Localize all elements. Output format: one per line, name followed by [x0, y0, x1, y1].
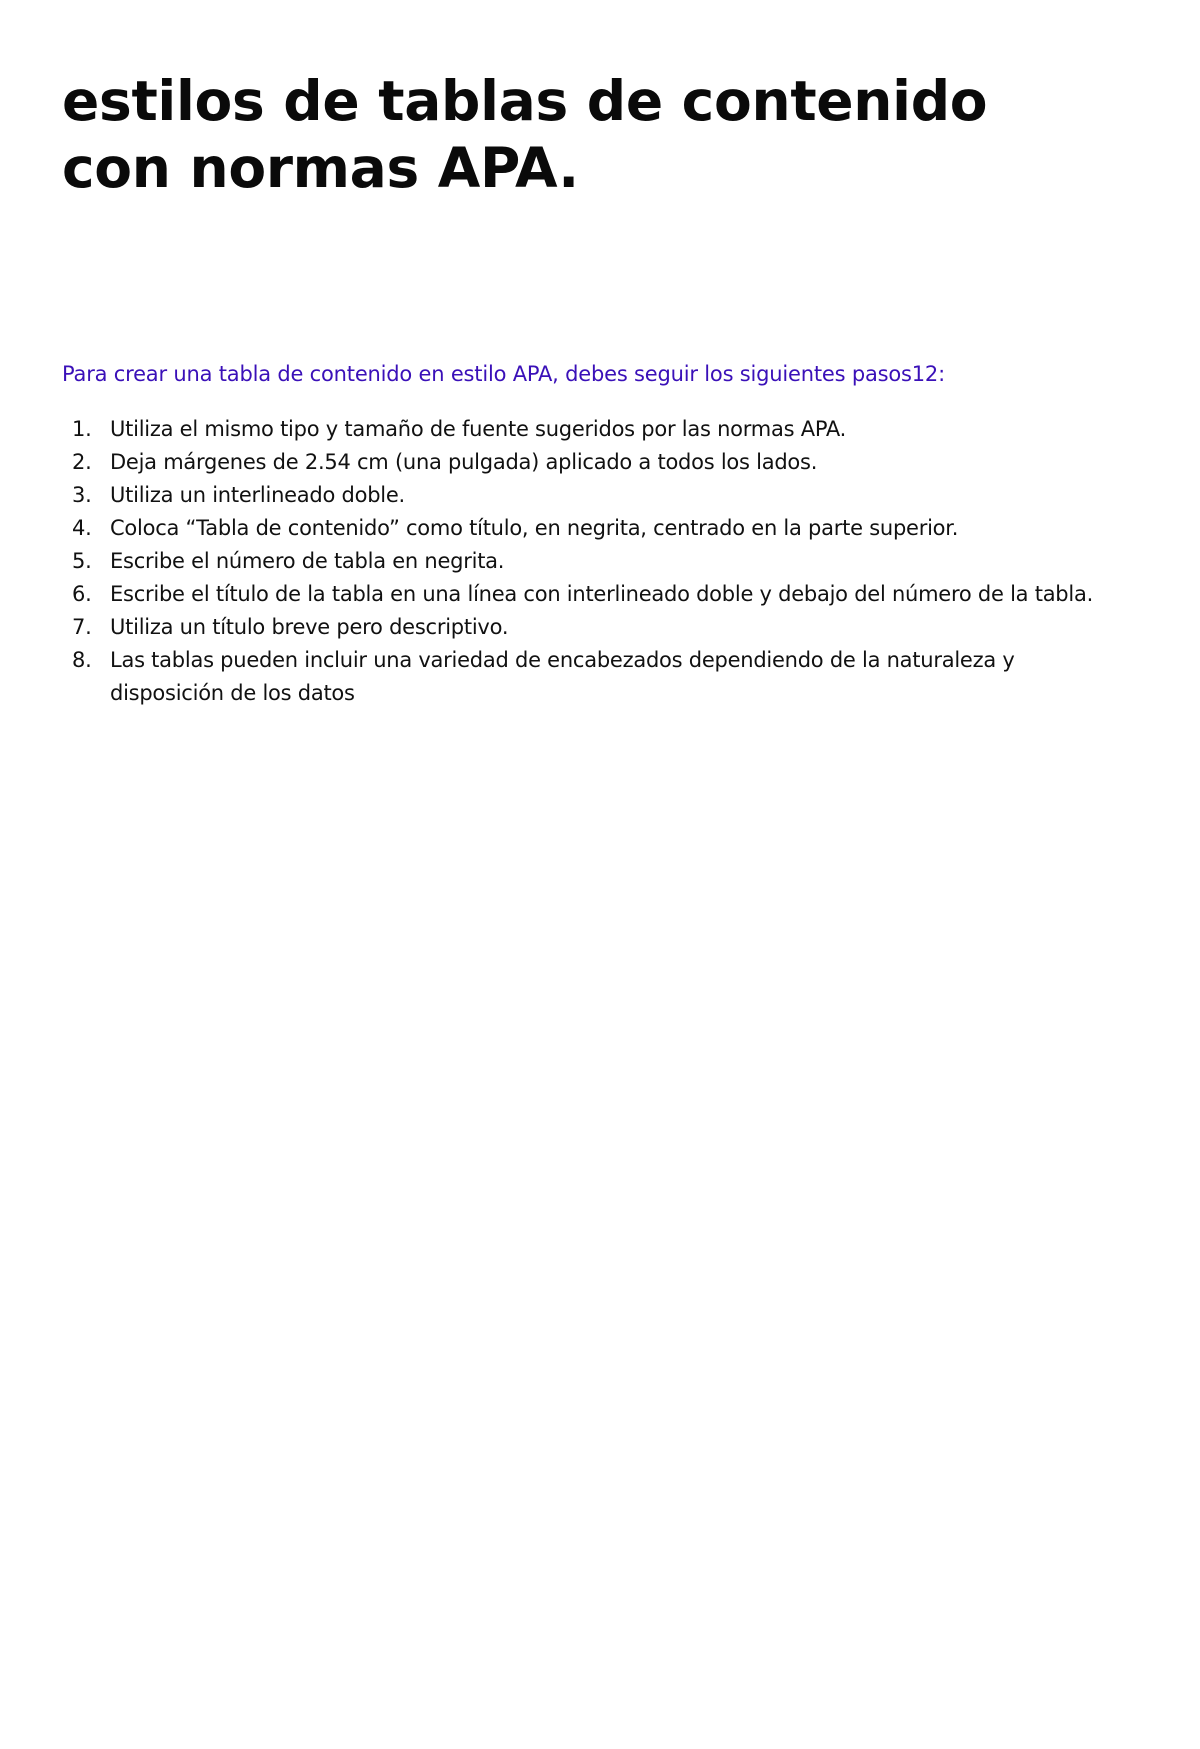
list-item-text: Utiliza un interlineado doble. [110, 483, 405, 507]
list-item [62, 446, 1102, 479]
list-item [62, 578, 1102, 611]
list-item [62, 512, 1102, 545]
steps-list [62, 413, 1102, 710]
list-item-number: 2. [72, 450, 92, 474]
list-item-text: Coloca “Tabla de contenido” como título, en negrita, centrado en la parte superior. [110, 516, 959, 540]
list-item-number: 3. [72, 483, 92, 507]
list-item-number: 7. [72, 615, 92, 639]
list-item [62, 545, 1102, 578]
list-item-number: 4. [72, 516, 92, 540]
list-item-text: Las tablas pueden incluir una variedad de encabezados dependiendo de la naturaleza y disposición de los datos [110, 648, 1015, 705]
list-item-number: 5. [72, 549, 92, 573]
list-item-number: 1. [72, 417, 92, 441]
list-item-text: Deja márgenes de 2.54 cm (una pulgada) aplicado a todos los lados. [110, 450, 818, 474]
list-item-text: Escribe el número de tabla en negrita. [110, 549, 505, 573]
list-item [62, 611, 1102, 644]
list-item [62, 479, 1102, 512]
list-item-text: Escribe el título de la tabla en una línea con interlineado doble y debajo del número de la tabla. [110, 582, 1094, 606]
intro-paragraph: Para crear una tabla de contenido en estilo APA, debes seguir los siguientes pasos12: [62, 362, 945, 386]
list-item-number: 6. [72, 582, 92, 606]
list-item [62, 644, 1102, 710]
list-item [62, 413, 1102, 446]
page-title: estilos de tablas de contenido con normas APA. [62, 69, 988, 200]
list-item-text: Utiliza el mismo tipo y tamaño de fuente sugeridos por las normas APA. [110, 417, 847, 441]
list-item-number: 8. [72, 648, 92, 672]
list-item-text: Utiliza un título breve pero descriptivo. [110, 615, 509, 639]
